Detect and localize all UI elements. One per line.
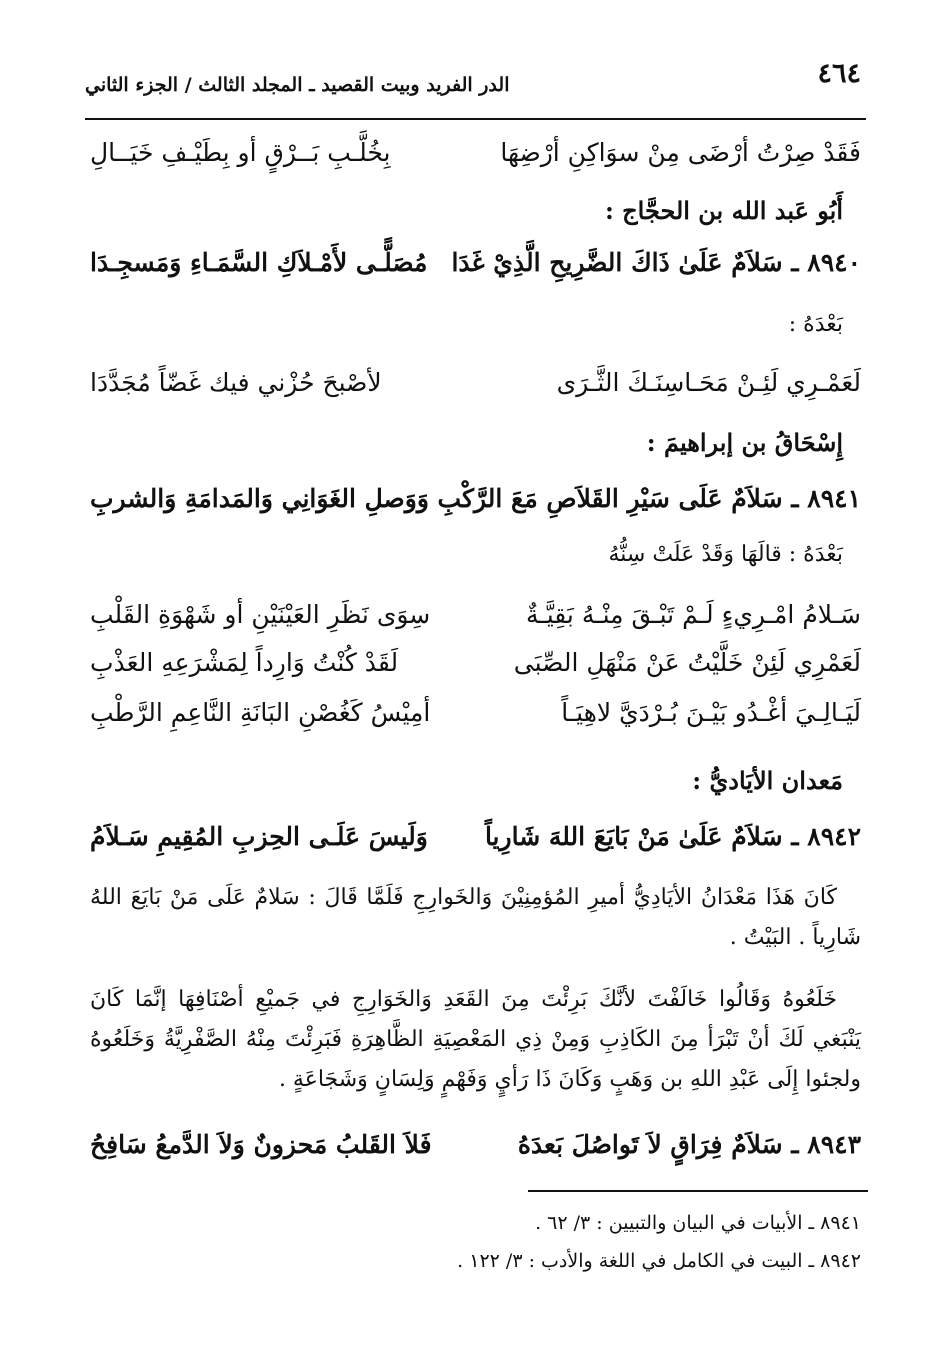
- footnote-divider: [528, 1190, 868, 1192]
- verse-line: [90, 600, 861, 629]
- first-hemistich: سَـلامُ امْـرِيءٍ لَـمْ تَبْـقَ مِنْـهُ بَقِيَّـةٌ: [526, 600, 861, 629]
- commentary-text: خَلَعُوهُ وَقَالُوا خَالَفْتَ لأنَّكَ بَرِئْتَ مِنَ القَعَدِ وَالخَوَارِجِ في جَميْعِ أصْنَافِهَا إنَّمَا كَانَ يَنْبَغي لَكَ أنْ تَبْرَأ مِنَ الكَاذِبِ وَمِنْ ذِي المَعْصِيَةِ الظَّاهِرَةِ فَبَرِئْتَ مِنْهُ الصَّفْرِيَّةُ وَخَلَعُوهُ ولجئوا إِلَى عَبْدِ اللهِ بن وَهَبٍ وَكَانَ ذَا رَأيٍ وَفَهْمٍ وَلِسَانٍ وَشَجَاعَةٍ .: [90, 987, 861, 1092]
- second-hemistich: وَوَصلِ الغَوَانِي وَالمَدامَةِ وَالشربِ: [90, 484, 429, 513]
- verse-line: [90, 698, 861, 727]
- second-hemistich: سِوَى نَظَرِ العَيْنَيْنِ أو شَهْوَةِ القَلْبِ: [90, 600, 431, 629]
- poet-name: إِسْحَاقُ بن إبراهيمَ :: [646, 428, 843, 457]
- verse-line-8942: [90, 822, 861, 851]
- second-hemistich: لأصْبحَ حُزْني فيك غَضّاً مُجَدَّدَا: [90, 368, 382, 397]
- commentary-paragraph: [90, 980, 861, 1100]
- footnote: ٨٩٤٢ ـ البيت في الكامل في اللغة والأدب : ٣/ ١٢٢ .: [457, 1250, 861, 1272]
- second-hemistich: وَلَيسَ عَلَـى الحِزبِ المُقِيمِ سَـلاَمُ: [90, 822, 428, 851]
- after-note: بَعْدَهُ :: [788, 312, 843, 337]
- first-hemistich: فَقَدْ صِرْتُ أرْضَى مِنْ سوَاكِنِ أرْضِهَا: [500, 138, 861, 167]
- first-hemistich: ٨٩٤٢ ـ سَلاَمٌ عَلَىٰ مَنْ بَايَعَ اللهَ شَارِياً: [484, 822, 861, 851]
- verse-line: [90, 138, 861, 167]
- verse-line-8941: [90, 484, 861, 513]
- first-hemistich: ٨٩٤٠ ـ سَلاَمٌ عَلَىٰ ذَاكَ الضَّرِيحِ الَّذِيْ غَدَا: [451, 248, 861, 277]
- after-note: بَعْدَهُ : قالَهَا وَقَدْ عَلَتْ سِنُّهُ: [608, 542, 843, 567]
- poet-name: أَبُو عَبد الله بن الحجَّاج :: [604, 196, 843, 225]
- first-hemistich: لَيَـالِـيَ أغْـدُو بَيْـنَ بُـرْدَيَّ لاهِيَـاً: [561, 698, 861, 727]
- footnote: ٨٩٤١ ـ الأبيات في البيان والتبيين : ٣/ ٦٢ .: [535, 1212, 861, 1234]
- poet-name: مَعدان الأيَاديُّ :: [692, 766, 843, 795]
- commentary-text: كَانَ هَذَا مَعْدَانُ الأيَادِيُّ أميرِ المُؤمِنِيْنَ وَالخَوارِجِ فَلَمَّا قَالَ : سَلامٌ عَلَى مَنْ بَايَعَ اللهُ شَارِياً . البَيْتُ .: [90, 885, 861, 950]
- second-hemistich: لَقَدْ كُنْتُ وَارِداً لِمَشْرَعِهِ العَذْبِ: [90, 648, 399, 677]
- running-title: الدر الفريد وبيت القصيد ـ المجلد الثالث / الجزء الثاني: [85, 74, 510, 96]
- second-hemistich: مُصَلًّـى لأَمْـلاَكِ السَّمَـاءِ وَمَسجِـدَا: [90, 248, 428, 277]
- verse-line: [90, 368, 861, 397]
- second-hemistich: بِخُلَّـبِ بَــرْقٍ أو بِطَيْـفِ خَيَــالِ: [90, 138, 391, 167]
- header-divider: [85, 118, 866, 120]
- verse-line-8943: [90, 1130, 861, 1159]
- commentary-paragraph: [90, 878, 861, 958]
- first-hemistich: ٨٩٤١ ـ سَلاَمٌ عَلَى سَيْرِ القَلاَصِ مَعَ الرَّكْبِ: [437, 484, 861, 513]
- first-hemistich: لَعَمْرِي لَئِنْ خَلَّيْتُ عَنْ مَنْهَلِ الصِّبَى: [513, 648, 861, 677]
- verse-line-8940: [90, 248, 861, 277]
- page-number: ٤٦٤: [817, 58, 861, 89]
- second-hemistich: أمِيْسُ كَغُصْنِ البَانَةِ النَّاعِمِ الرَّطْبِ: [90, 698, 431, 727]
- second-hemistich: فَلاَ القَلبُ مَحزونٌ وَلاَ الدَّمعُ سَافِحُ: [90, 1130, 432, 1159]
- first-hemistich: لَعَمْـرِي لَئِـنْ مَحَـاسِنَـكَ الثَّـرَى: [556, 368, 861, 397]
- verse-line: [90, 648, 861, 677]
- first-hemistich: ٨٩٤٣ ـ سَلاَمٌ فِرَاقٍ لاَ تَواصُلَ بَعدَهُ: [517, 1130, 861, 1159]
